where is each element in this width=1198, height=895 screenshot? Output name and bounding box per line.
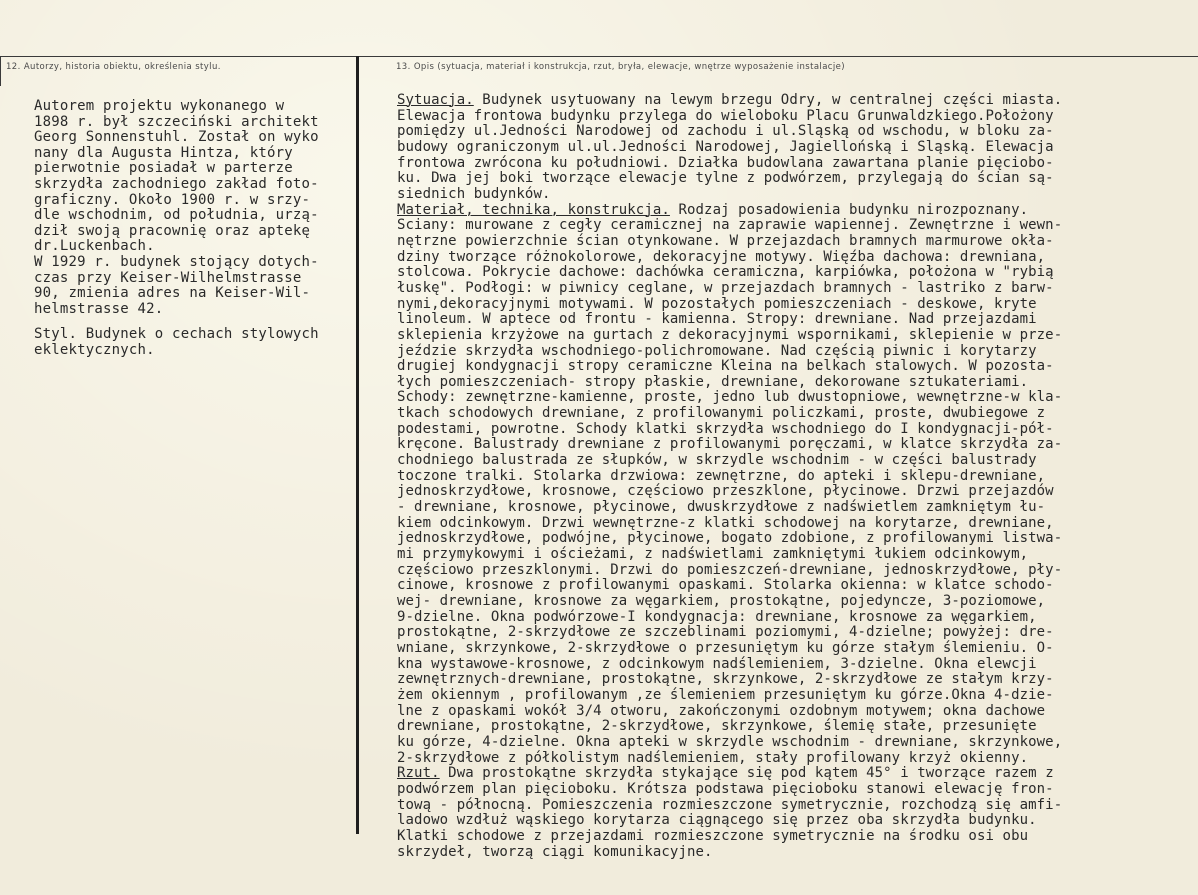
description-line: linoleum. W aptece od frontu - kamienna. Stropy: drewniane. Nad przejazdami (397, 311, 1037, 328)
left-border-line (0, 56, 1, 86)
description-line: Schody: zewnętrzne-kamienne, proste, jedno lub dwustopniowe, wewnętrzne-w kla- (397, 389, 1063, 406)
history-paragraph (34, 99, 356, 317)
material-heading: Materiał, technika, konstrukcja. (397, 201, 670, 218)
description-line: 2-skrzydłowe z półkolistym nadślemieniem, stały profilowany krzyż okienny. (397, 749, 1029, 766)
description-line: siednich budynków. (397, 185, 551, 202)
section-12-header: 12. Autorzy, historia obiektu, określenia stylu. (6, 62, 221, 72)
description-line: Elewacja frontowa budynku przylega do wieloboku Placu Grunwaldzkiego.Położony (397, 107, 1054, 124)
history-line: W 1929 r. budynek stojący dotych- (34, 253, 319, 270)
description-line: 9-dzielne. Okna podwórzowe-I kondygnacja: drewniane, krosnowe za węgarkiem, (397, 608, 1037, 625)
description-line: drugiej kondygnacji stropy ceramiczne Kleina na belkach stalowych. W pozosta- (397, 358, 1054, 375)
history-line: dle wschodnim, od południa, urzą- (34, 207, 319, 224)
description-line: ladowo wzdłuż wąskiego korytarza ciągnącego się przez oba skrzydła budynku. (397, 812, 1037, 829)
description-line: toczone tralki. Stolarka drzwiowa: zewnętrzne, do apteki i sklepu-drewniane, (397, 467, 1046, 484)
description-line: pomiędzy ul.Jedności Narodowej od zachodu i ul.Sląską od wschodu, w bloku za- (397, 123, 1054, 140)
description-line: podestami, powrotne. Schody klatki skrzydła wschodniego do I kondygnacji-pół- (397, 420, 1054, 437)
description-line: wniane, skrzynkowe, 2-skrzydłowe o przesuniętym ku górze stałym ślemieniu. O- (397, 639, 1054, 656)
description-line: jednoskrzydłowe, krosnowe, częściowo przeszklone, płycinowe. Drzwi przejazdów (397, 483, 1054, 500)
description-line: Sytuacja. Budynek usytuowany na lewym brzegu Odry, w centralnej części miasta. (397, 92, 1063, 108)
style-line: Styl. Budynek o cechach stylowych (34, 326, 319, 343)
history-line: czas przy Keiser-Wilhelmstrasse (34, 269, 302, 286)
description-line: sklepienia krzyżowe na gurtach z dekoracyjnymi wspornikami, sklepienie w prze- (397, 326, 1063, 343)
history-line: dził swoją pracownię oraz aptekę (34, 222, 311, 239)
description-line: drewniane, prostokątne, 2-skrzydłowe, skrzynkowe, ślemię stałe, przesunięte (397, 718, 1037, 735)
description-line: Sciany: murowane z cegły ceramicznej na zaprawie wapiennej. Zewnętrzne i wewn- (397, 217, 1063, 234)
description-line: kręcone. Balustrady drewniane z profilowanymi poręczami, w klatce skrzydła za- (397, 436, 1063, 453)
description-column (397, 93, 1197, 860)
description-line: ku. Dwa jej boki tworzące elewacje tylne z podwórzem, przylegają do ścian są- (397, 170, 1054, 187)
description-line: kiem odcinkowym. Drzwi wewnętrzne-z klatki schodowej na korytarze, drewniane, (397, 514, 1054, 531)
description-line: jednoskrzydłowe, podwójne, płycinowe, bogato zdobione, z profilowanymi listwa- (397, 530, 1063, 547)
description-line: mi przymykowymi i ościeżami, z nadświetlami zamkniętymi łukiem odcinkowym, (397, 546, 1029, 563)
description-line: łych pomieszczeniach- stropy płaskie, drewniane, dekorowane sztukateriami. (397, 373, 1029, 390)
situation-heading: Sytuacja. (397, 92, 474, 108)
history-line: 1898 r. był szczeciński architekt (34, 113, 319, 130)
description-line: - drewniane, krosnowe, płycinowe, dwuskrzydłowe z nadświetlem zamkniętym łu- (397, 499, 1046, 516)
history-line: skrzydła zachodniego zakład foto- (34, 175, 319, 192)
description-line: dziny tworzące różnokolorowe, dekoracyjne motywy. Więźba dachowa: drewniana, (397, 248, 1046, 265)
description-line: Rzut. Dwa prostokątne skrzydła stykające się pod kątem 45° i tworzące razem z (397, 765, 1054, 782)
history-line: helmstrasse 42. (34, 300, 164, 317)
style-line: eklektycznych. (34, 341, 155, 358)
description-line: zewnętrznych-drewniane, prostokątne, skrzynkowe, 2-skrzydłowe ze stałym krzy- (397, 671, 1054, 688)
description-line: podwórzem plan pięcioboku. Krótsza podstawa pięcioboku stanowi elewację fron- (397, 780, 1054, 797)
history-line: Georg Sonnenstuhl. Został on wyko (34, 129, 319, 146)
description-line: Klatki schodowe z przejazdami rozmieszczone symetrycznie na środku osi obu (397, 827, 1029, 844)
description-line: prostokątne, 2-skrzydłowe ze szczeblinami poziomymi, 4-dzielne; powyżej: dre- (397, 624, 1054, 641)
description-line: jeździe skrzydła wschodniego-polichromowane. Nad częścią piwnic i korytarzy (397, 342, 1037, 359)
column-divider (356, 56, 359, 834)
history-line: dr.Luckenbach. (34, 238, 155, 255)
history-line: 90, zmienia adres na Keiser-Wil- (34, 285, 311, 302)
floor-plan-heading: Rzut. (397, 765, 440, 782)
description-line: stolcowa. Pokrycie dachowe: dachówka ceramiczna, karpiówka, położona w "rybią (397, 264, 1054, 281)
description-line: budowy ograniczonym ul.ul.Jedności Narodowej, Jagiellońską i Sląską. Elewacja (397, 138, 1054, 155)
style-paragraph (34, 327, 356, 358)
description-line: żem okiennym , profilowanym ,ze ślemieniem przesuniętym ku górze.Okna 4-dzie- (397, 686, 1054, 703)
section-13-header: 13. Opis (sytuacja, materiał i konstrukcja, rzut, bryła, elewacje, wnętrze wyposażenie instalacje) (396, 62, 845, 72)
top-border-line (0, 56, 1198, 57)
description-line: skrzydeł, tworzą ciągi komunikacyjne. (397, 843, 713, 860)
description-line: ku górze, 4-dzielne. Okna apteki w skrzydle wschodnim - drewniane, skrzynkowe, (397, 733, 1063, 750)
description-line: frontowa zwrócona ku południowi. Działka budowlana zawartana planie pięciobo- (397, 154, 1054, 171)
description-line: częściowo przeszklonymi. Drzwi do pomieszczeń-drewniane, jednoskrzydłowe, pły- (397, 561, 1063, 578)
description-line: tową - północną. Pomieszczenia rozmieszczone symetrycznie, rozchodzą się amfi- (397, 796, 1063, 813)
history-line: graficzny. Około 1900 r. w srzy- (34, 191, 311, 208)
description-line: nętrzne powierzchnie ścian otynkowane. W przejazdach bramnych marmurowe okła- (397, 232, 1054, 249)
history-column (34, 99, 356, 359)
description-line: Materiał, technika, konstrukcja. Rodzaj posadowienia budynku nirozpoznany. (397, 201, 1029, 218)
history-line: pierwotnie posiadał w parterze (34, 160, 293, 177)
history-line: nany dla Augusta Hintza, który (34, 144, 293, 161)
description-line: cinowe, krosnowe z profilowanymi opaskami. Stolarka okienna: w klatce schodo- (397, 577, 1054, 594)
description-line: nymi,dekoracyjnymi motywami. W pozostałych pomieszczeniach - deskowe, kryte (397, 295, 1037, 312)
history-line: Autorem projektu wykonanego w (34, 98, 285, 114)
description-line: tkach schodowych drewniane, z profilowanymi policzkami, proste, dwubiegowe z (397, 405, 1046, 422)
description-line: kna wystawowe-krosnowe, z odcinkowym nadślemieniem, 3-dzielne. Okna elewcji (397, 655, 1037, 672)
description-line: wej- drewniane, krosnowe za węgarkiem, prostokątne, pojedyncze, 3-poziomowe, (397, 593, 1046, 609)
description-line: łuskę". Podłogi: w piwnicy ceglane, w przejazdach bramnych - lastriko z barw- (397, 279, 1054, 296)
description-line: lne z opaskami wokół 3/4 otworu, zakończonymi ozdobnym motywem; okna dachowe (397, 702, 1046, 719)
description-line: chodniego balustrada ze słupków, w skrzydle wschodnim - w części balustrady (397, 452, 1037, 469)
